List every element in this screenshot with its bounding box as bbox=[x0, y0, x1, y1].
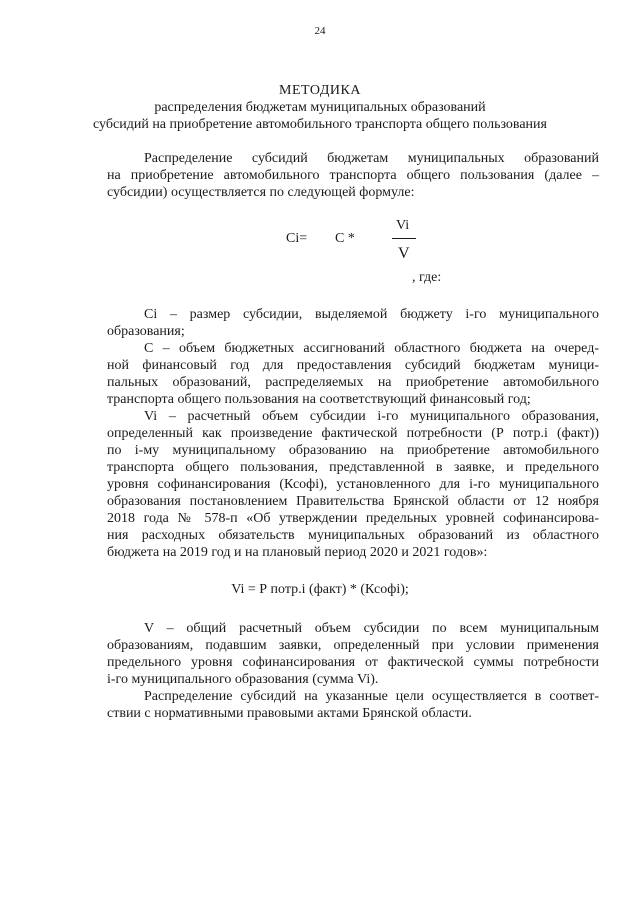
definition-vi: Vi – расчетный объем субсидии i-го муниципального образования, определенный как произведение фактической потребности (Р потр.i (факт)) по i-му муниципальному образованию на приобретение автомобильного транспорта общего пользования, представленной в заявке, и предельного уровня софинансирования (Ксофi), установленного для i-го муниципального образования постановлением Правительства Брянской области от 12 ноября 2018 года № 578-п «Об утверждении предельных уровней софинансирова- ния расходных обязательств муниципальных образований из областного бюджета на 2019 год и на плановый период 2020 и 2021 годов»: bbox=[107, 409, 599, 560]
document-subtitle-line-2: субсидий на приобретение автомобильного транспорта общего пользования bbox=[93, 117, 547, 132]
intro-paragraph: Распределение субсидий бюджетам муниципальных образований на приобретение автомобильного транспорта общего пользования (далее – субсидии) осуществляется по следующей формуле: bbox=[107, 151, 599, 200]
formula-vi: Vi = Р потр.i (факт) * (Ксофi); bbox=[231, 582, 409, 597]
document-subtitle-line-1: распределения бюджетам муниципальных образований bbox=[154, 100, 486, 115]
formula-where: , где: bbox=[412, 270, 442, 285]
formula-c-part: C * bbox=[335, 231, 355, 246]
definition-ci: Ci – размер субсидии, выделяемой бюджету i-го муниципального образования; bbox=[107, 307, 599, 339]
formula-numerator: Vi bbox=[396, 218, 410, 233]
definition-v: V – общий расчетный объем субсидии по всем муниципальным образованиям, подавшим заявки, определенный при условии применения предельного уровня софинансирования от фактической суммы потребности i-го муниципального образования (сумма Vi). bbox=[107, 621, 599, 687]
formula-denominator: V bbox=[398, 245, 410, 262]
document-title: МЕТОДИКА bbox=[279, 83, 361, 98]
formula-lhs: Ci= bbox=[286, 231, 308, 246]
closing-paragraph: Распределение субсидий на указанные цели осуществляется в соответ- ствии с нормативными правовыми актами Брянской области. bbox=[107, 689, 599, 721]
fraction-bar bbox=[392, 238, 416, 239]
page-number: 24 bbox=[314, 25, 326, 37]
definition-c: С – объем бюджетных ассигнований областного бюджета на очеред- ной финансовый год для предоставления субсидий бюджетам муници- пальных образований, распределяемых на приобретение автомобильного транспорта общего пользования на соответствующий финансовый год; bbox=[107, 341, 599, 407]
